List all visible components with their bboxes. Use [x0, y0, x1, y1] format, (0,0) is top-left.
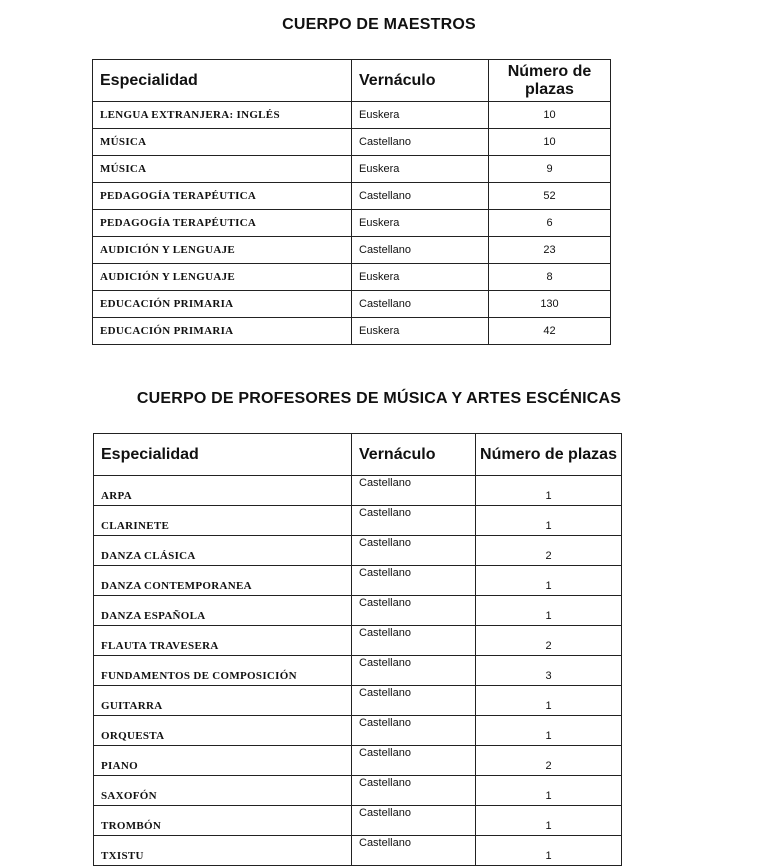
- cell-vernaculo: Castellano: [352, 806, 476, 836]
- cell-plazas: 2: [476, 536, 622, 566]
- cell-especialidad: MÚSICA: [93, 156, 352, 183]
- cell-vernaculo: Euskera: [352, 210, 489, 237]
- header-plazas: Número de plazas: [476, 434, 622, 476]
- table-row: [94, 476, 622, 506]
- cell-especialidad: LENGUA EXTRANJERA: INGLÉS: [93, 102, 352, 129]
- cell-vernaculo: Castellano: [352, 596, 476, 626]
- cell-plazas: 10: [489, 129, 611, 156]
- table-row: [93, 102, 611, 129]
- table-row: [94, 716, 622, 746]
- cell-plazas: 1: [476, 506, 622, 536]
- cell-plazas: 1: [476, 836, 622, 866]
- cell-vernaculo: Euskera: [352, 318, 489, 345]
- cell-vernaculo: Castellano: [352, 129, 489, 156]
- cell-vernaculo: Castellano: [352, 716, 476, 746]
- table-row: [93, 183, 611, 210]
- cell-plazas: 3: [476, 656, 622, 686]
- cell-plazas: 1: [476, 566, 622, 596]
- header-vernaculo: Vernáculo: [352, 434, 476, 476]
- cell-plazas: 23: [489, 237, 611, 264]
- cell-plazas: 52: [489, 183, 611, 210]
- table-row: [93, 129, 611, 156]
- cell-especialidad: TXISTU: [94, 836, 352, 866]
- cell-especialidad: ORQUESTA: [94, 716, 352, 746]
- table-row: [94, 806, 622, 836]
- cell-especialidad: EDUCACIÓN PRIMARIA: [93, 318, 352, 345]
- cell-plazas: 130: [489, 291, 611, 318]
- table-header-row: [94, 434, 622, 476]
- cell-especialidad: FUNDAMENTOS DE COMPOSICIÓN: [94, 656, 352, 686]
- cell-especialidad: SAXOFÓN: [94, 776, 352, 806]
- cell-vernaculo: Castellano: [352, 686, 476, 716]
- cell-especialidad: PIANO: [94, 746, 352, 776]
- cell-vernaculo: Castellano: [352, 506, 476, 536]
- cell-especialidad: TROMBÓN: [94, 806, 352, 836]
- cell-especialidad: DANZA CONTEMPORANEA: [94, 566, 352, 596]
- cell-especialidad: AUDICIÓN Y LENGUAJE: [93, 237, 352, 264]
- cell-plazas: 2: [476, 626, 622, 656]
- table-row: [93, 210, 611, 237]
- cell-vernaculo: Castellano: [352, 746, 476, 776]
- table-row: [94, 686, 622, 716]
- cell-plazas: 1: [476, 806, 622, 836]
- cell-plazas: 42: [489, 318, 611, 345]
- cell-vernaculo: Euskera: [352, 264, 489, 291]
- table-row: [94, 836, 622, 866]
- cell-vernaculo: Castellano: [352, 536, 476, 566]
- header-vernaculo: Vernáculo: [352, 60, 489, 102]
- cell-especialidad: GUITARRA: [94, 686, 352, 716]
- cell-vernaculo: Castellano: [352, 776, 476, 806]
- table-row: [94, 566, 622, 596]
- table-maestros: [92, 59, 611, 345]
- cell-plazas: 6: [489, 210, 611, 237]
- cell-plazas: 1: [476, 776, 622, 806]
- table-header-row: [93, 60, 611, 102]
- cell-especialidad: MÚSICA: [93, 129, 352, 156]
- cell-especialidad: DANZA ESPAÑOLA: [94, 596, 352, 626]
- cell-plazas: 1: [476, 596, 622, 626]
- cell-vernaculo: Euskera: [352, 156, 489, 183]
- table-row: [94, 656, 622, 686]
- cell-vernaculo: Castellano: [352, 476, 476, 506]
- cell-vernaculo: Castellano: [352, 626, 476, 656]
- table-row: [93, 318, 611, 345]
- cell-vernaculo: Castellano: [352, 836, 476, 866]
- table-row: [94, 506, 622, 536]
- cell-vernaculo: Castellano: [352, 291, 489, 318]
- cell-plazas: 1: [476, 716, 622, 746]
- cell-especialidad: ARPA: [94, 476, 352, 506]
- table-row: [93, 291, 611, 318]
- table-row: [94, 596, 622, 626]
- table-row: [94, 626, 622, 656]
- cell-vernaculo: Castellano: [352, 566, 476, 596]
- cell-especialidad: CLARINETE: [94, 506, 352, 536]
- table-row: [93, 264, 611, 291]
- table-row: [94, 536, 622, 566]
- cell-especialidad: PEDAGOGÍA TERAPÉUTICA: [93, 183, 352, 210]
- cell-especialidad: EDUCACIÓN PRIMARIA: [93, 291, 352, 318]
- cell-especialidad: FLAUTA TRAVESERA: [94, 626, 352, 656]
- cell-vernaculo: Castellano: [352, 656, 476, 686]
- header-plazas: Número de plazas: [489, 60, 611, 102]
- table-musica: [93, 433, 622, 866]
- cell-plazas: 1: [476, 476, 622, 506]
- header-especialidad: Especialidad: [94, 434, 352, 476]
- cell-especialidad: DANZA CLÁSICA: [94, 536, 352, 566]
- cell-plazas: 9: [489, 156, 611, 183]
- cell-vernaculo: Euskera: [352, 102, 489, 129]
- cell-plazas: 8: [489, 264, 611, 291]
- cell-especialidad: AUDICIÓN Y LENGUAJE: [93, 264, 352, 291]
- table-row: [93, 156, 611, 183]
- cell-vernaculo: Castellano: [352, 237, 489, 264]
- table-row: [94, 746, 622, 776]
- section-title-musica: CUERPO DE PROFESORES DE MÚSICA Y ARTES ESCÉNICAS: [136, 390, 622, 407]
- cell-plazas: 2: [476, 746, 622, 776]
- table-row: [93, 237, 611, 264]
- section-title-maestros: CUERPO DE MAESTROS: [282, 16, 476, 33]
- cell-vernaculo: Castellano: [352, 183, 489, 210]
- header-especialidad: Especialidad: [93, 60, 352, 102]
- table-row: [94, 776, 622, 806]
- cell-especialidad: PEDAGOGÍA TERAPÉUTICA: [93, 210, 352, 237]
- cell-plazas: 1: [476, 686, 622, 716]
- cell-plazas: 10: [489, 102, 611, 129]
